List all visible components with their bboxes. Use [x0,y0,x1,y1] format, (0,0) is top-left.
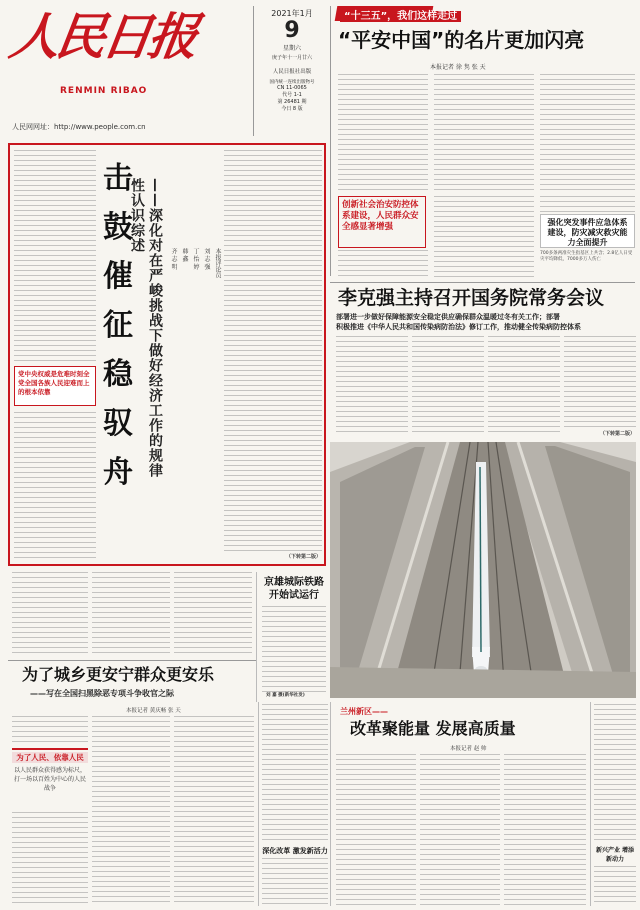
inner-box-quote: 以人民群众获得感为标尺，打一场以百姓为中心的人民战争 [13,767,86,792]
rail-byline: 刘 嘉 摄(新华社发) [266,693,305,698]
text-column [262,606,326,692]
text-column [12,572,88,656]
bottom-left-subtitle: ——写在全国扫黑除恶专项斗争收官之际 [30,689,174,698]
lead-subtitle: ——深化对在严峻挑战下做好经济工作的规律性认识综述 [129,178,163,478]
bottom-center-title: 深化改革 激发新活力 [262,847,328,855]
top-right-byline: 本报记者 徐 隽 张 天 [430,64,486,71]
main-story-deck-2: 积极推进《中华人民共和国传染病防治法》修订工作，推动健全传染病防控体系 [336,323,581,331]
text-column [412,336,484,436]
date-day: 9 [284,18,300,43]
text-column [338,74,428,194]
text-column [14,412,96,562]
text-column [92,716,170,906]
section-rule [330,282,635,283]
text-column [12,716,88,746]
top-right-title: “平安中国”的名片更加闪亮 [338,28,585,52]
column-divider [330,6,331,276]
main-story-deck-1: 部署进一步做好保障能源安全稳定供应确保群众温暖过冬有关工作；部署 [336,313,560,321]
bottom-left-title: 为了城乡更安宁群众更安乐 [22,665,215,684]
bottom-right-byline: 本报记者 赵 帅 [450,746,487,752]
bottom-right-subtitle: 新兴产业 增添新动力 [595,847,635,863]
text-column [594,866,636,906]
date-block [258,8,326,128]
text-column [504,754,586,906]
text-column [540,74,635,194]
weekday: 星期六 [282,45,301,52]
text-column [262,858,328,906]
text-column [540,196,635,212]
masthead-divider [253,6,254,136]
bottom-right-kicker: 兰州新区—— [340,707,388,716]
lunar-date: 庚子年十一月廿六 [271,55,312,61]
text-column [174,572,252,656]
pullquote-box [14,366,96,406]
lead-continued: （下转第二版） [286,554,322,560]
lead-bylines [172,248,222,408]
text-column [434,196,534,278]
info-box-title: 创新社会治安防控体系建设，人民群众安全感显著增强 [342,200,419,232]
text-column [488,336,560,436]
publisher: 人民日报社出版 [272,69,312,75]
lead-title-char: 舟 [103,455,133,490]
banner-text: “十三五”，我们这样走过 [340,7,510,22]
pullquote-text: 党中央权威是危难时刻全党全国各族人民迎难而上的根本依靠 [18,370,90,396]
text-column [336,336,408,436]
lead-title-char: 驭 [103,406,133,441]
column-divider [330,702,331,906]
main-story-continued: （下转第二版） [600,431,636,437]
byline-col: 丁 怡 婷 [192,248,199,270]
text-column [12,812,88,906]
pages-today: 今日 8 版 [281,106,303,112]
info-box-stat: 700多条两准灾生指基区上共含；2.8亿人日受灾平均降低，7000多万人伤亡 [540,251,633,262]
byline-col: 本报评论员 [214,248,221,278]
text-column [338,250,428,278]
logo-text: 人民日报 [5,7,199,66]
bottom-left-byline: 本报记者 黄庆畅 张 天 [126,708,181,714]
rail-photo [330,442,636,698]
text-column [14,150,96,362]
issn: 国内统一连续出版物号 [269,80,315,85]
info-box [338,196,426,248]
cn-number: CN 11-0065 [277,85,307,91]
date-year-month: 2021年1月 [271,9,313,18]
lead-title-char: 击 [103,161,133,196]
issue-number: 第 26481 期 [277,99,307,105]
rail-photo-illustration [330,442,636,698]
lead-title-char: 鼓 [103,210,133,245]
info-box-title: 强化突发事件应急体系建设，防灾减灾救灾能力全面提升 [547,218,628,247]
text-column [262,704,328,844]
lead-title-char: 征 [103,308,133,343]
masthead-logo [5,4,232,78]
inner-box-title: 为了人民、依靠人民 [12,752,88,763]
text-column [174,716,254,906]
text-column [336,754,416,906]
byline-col: 齐 志 明 [170,248,177,270]
code-number: 代号 1-1 [282,92,302,98]
logo-pinyin: RENMIN RIBAO [60,86,148,96]
text-column [594,704,636,844]
byline-col: 刘 志 强 [203,248,210,270]
lead-title-char: 稳 [103,357,133,392]
bottom-right-title: 改革聚能量 发展高质量 [350,719,516,738]
text-column [92,572,170,656]
info-box [540,214,635,248]
text-column [564,336,636,428]
lead-title-char: 催 [103,259,133,294]
text-column [224,150,322,552]
column-divider [590,702,591,906]
column-divider [256,572,257,702]
main-story-title: 李克强主持召开国务院常务会议 [338,287,605,309]
inner-box [12,748,88,808]
rail-title-1: 京雄城际铁路 [264,577,324,588]
rail-title-2: 开始试运行 [269,590,319,601]
column-divider [258,702,259,906]
text-column [434,74,534,194]
text-column [420,754,500,906]
byline-col: 韩 鑫 [181,248,188,262]
site-line: 人民网网址：http://www.people.com.cn [12,123,146,131]
section-rule [8,660,256,661]
